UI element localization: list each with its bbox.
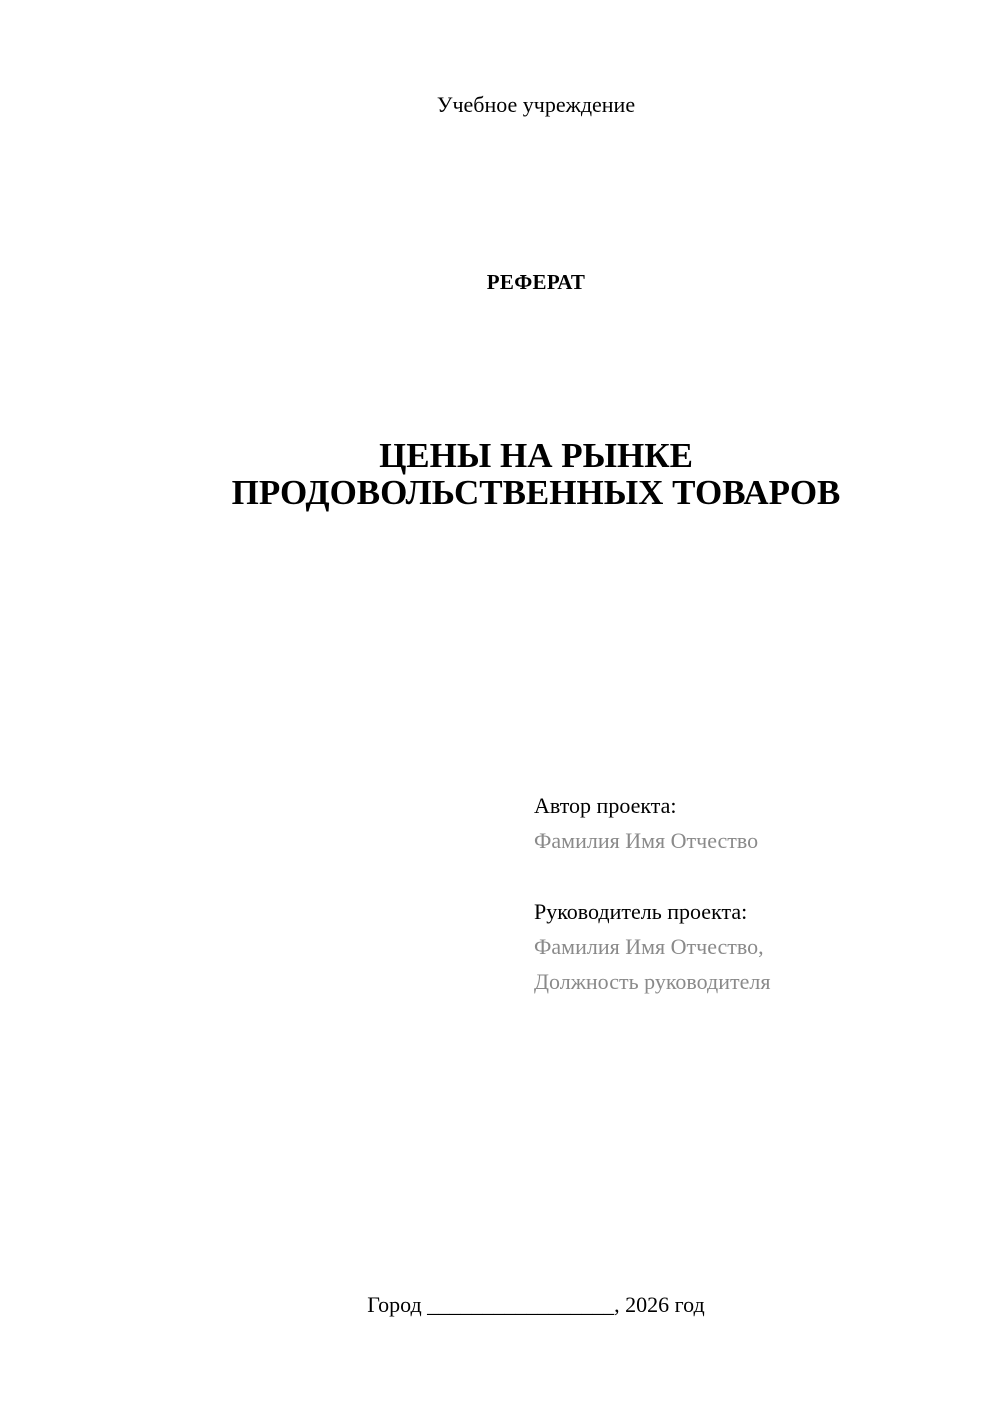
title-line-2: ПРОДОВОЛЬСТВЕННЫХ ТОВАРОВ	[231, 473, 841, 512]
supervisor-position-placeholder: Должность руководителя	[534, 969, 771, 994]
signature-block	[534, 788, 974, 999]
author-label: Автор проекта:	[534, 793, 677, 818]
spacer	[534, 858, 974, 894]
title-line-1: ЦЕНЫ НА РЫНКЕ	[379, 436, 693, 475]
institution-name: Учебное учреждение	[436, 92, 636, 117]
document-type: РЕФЕРАТ	[486, 270, 586, 294]
city-year-line: Город _________________, 2026 год	[367, 1292, 705, 1317]
supervisor-name-placeholder: Фамилия Имя Отчество,	[534, 934, 764, 959]
author-name-placeholder: Фамилия Имя Отчество	[534, 828, 759, 853]
document-title	[0, 437, 1000, 511]
supervisor-label: Руководитель проекта:	[534, 899, 748, 924]
